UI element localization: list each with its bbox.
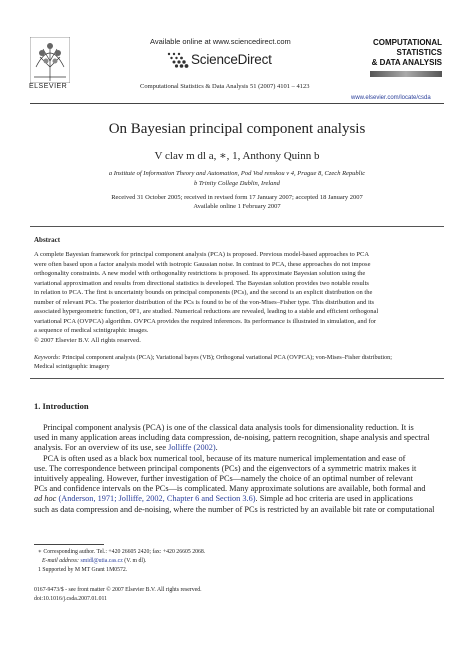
sciencedirect-wordmark: ScienceDirect: [191, 52, 272, 67]
journal-name-line: STATISTICS: [396, 48, 442, 57]
intro-line: used in many application areas including data compression, de-noising, pattern recognition, shape analysis and spectral: [34, 433, 430, 443]
sciencedirect-logo-icon: [165, 50, 191, 72]
elsevier-tree-logo: [30, 37, 70, 83]
abstract-divider-bottom: [30, 378, 444, 379]
affiliation: b Trinity College Dublin, Ireland: [194, 180, 280, 187]
intro-line: intuitively appealing. However, further investigation of PCs—namely the choice of an optimal number of relevant: [34, 474, 413, 484]
email-note: [42, 558, 146, 564]
doi-line[interactable]: doi:10.1016/j.csda.2007.01.011: [34, 596, 108, 602]
intro-line-text: analysis. For an overview of its use, see: [34, 443, 169, 453]
intro-line: Principal component analysis (PCA) is one of the classical data analysis tools for dimensionality reduction. It is: [43, 423, 414, 432]
abstract-text: [34, 250, 442, 345]
footnote-divider: [34, 544, 104, 545]
intro-line: analysis. For an overview of its use, see Jolliffe (2002).: [34, 443, 218, 453]
abstract-line: a sequence of medical scintigraphic images.: [34, 327, 149, 334]
abstract-line: number of relevant PCs. The posterior distribution of the PCs is found to be of the von-Mises–Fisher type. This distribution and its: [34, 298, 375, 306]
header-divider: [30, 103, 444, 104]
abstract-line: A complete Bayesian framework for principal component analysis (PCA) is proposed. Previous model-based approaches to PCA: [34, 251, 370, 258]
copyright-line: © 2007 Elsevier B.V. All rights reserved.: [34, 336, 141, 344]
available-online-date: Available online 1 February 2007: [193, 203, 281, 210]
paper-title: On Bayesian principal component analysis: [108, 121, 366, 137]
email-owner: (V. m dl).: [124, 558, 147, 564]
abstract-divider-top: [30, 226, 444, 227]
abstract-line: in relation to PCA. The first is uncertainty bounds on principal components (PCs), and the second is an explicit distribution on the: [34, 289, 373, 296]
author-list: V clav m dl a, ∗, 1, Anthony Quinn b: [154, 150, 320, 162]
publisher-name: ELSEVIER: [29, 83, 68, 90]
journal-cover-logo: [370, 36, 442, 84]
citation-link[interactable]: (Anderson, 1971; Jolliffe, 2002, Chapter 6 and Section 3.6): [58, 494, 256, 504]
citation-link[interactable]: Jolliffe (2002): [168, 443, 216, 453]
intro-line-text: . Simple ad hoc criteria are used in applications: [255, 494, 413, 504]
intro-line: use. The correspondence between principal components (PCs) and the eigenvectors of a symmetric matrix makes it: [34, 463, 417, 473]
section-heading: 1. Introduction: [34, 401, 89, 411]
email-link[interactable]: smidl@utia.cas.cz: [80, 558, 123, 564]
abstract-line: orthogonality constraints. A new model with orthogonality restrictions is proposed. Its approximate Bayesian solution using the: [34, 270, 366, 277]
journal-name-line: COMPUTATIONAL: [372, 38, 442, 47]
intro-line: PCA is often used as a black box numerical tool, because of its mature numerical implementation and ease of: [43, 453, 406, 463]
journal-cover-bar: [370, 71, 442, 77]
available-online-text[interactable]: Available online at www.sciencedirect.com: [150, 37, 291, 46]
keywords-list-cont: Medical scintigraphic imagery: [34, 363, 110, 370]
journal-citation: Computational Statistics & Data Analysis 51 (2007) 4101 – 4123: [140, 83, 310, 90]
corresponding-author-note: ∗ Corresponding author. Tel.: +420 26605 2420; fax: +420 26605 2068.: [38, 549, 206, 555]
grant-note: 1 Supported by M MT Grant 1M0572.: [38, 567, 128, 573]
intro-line-text: ad hoc: [34, 494, 59, 504]
abstract-heading: Abstract: [34, 236, 61, 244]
journal-url-link[interactable]: www.elsevier.com/locate/csda: [351, 95, 431, 101]
intro-line: PCs and confidence intervals on the PCs—is complicated. Many approximate solutions are available, both formal and: [34, 484, 426, 494]
keywords: [34, 353, 442, 371]
email-label: E-mail address:: [42, 558, 79, 564]
intro-line: [34, 494, 446, 504]
keywords-list: Principal component analysis (PCA); Variational bayes (VB); Orthogonal variational PCA (OVPCA); von-Mises–Fisher distribution;: [60, 354, 392, 361]
received-dates: Received 31 October 2005; received in revised form 17 January 2007; accepted 18 January 2007: [111, 194, 363, 201]
affiliation: a Institute of Information Theory and Automation, Pod Vod renskou v 4, Prague 8, Czech Republic: [108, 170, 366, 177]
journal-name-line: & DATA ANALYSIS: [371, 58, 442, 67]
issn-line: 0167-9473/$ - see front matter © 2007 Elsevier B.V. All rights reserved.: [34, 587, 202, 593]
abstract-line: variational approximation and results from directional statistics is developed. The Bayesian solution provides two notable results: [34, 279, 369, 287]
abstract-line: associated hypergeometric function, 0F1, are studied. Numerical reductions are revealed, leading to a stable and efficient orthogonal: [34, 308, 379, 315]
intro-text: [34, 423, 446, 515]
intro-line: such as data compression and de-noising, where the number of PCs is restricted by an available bit rate or computational: [34, 504, 435, 514]
keywords-label: Keywords:: [34, 354, 61, 361]
abstract-line: were often based upon a factor analysis model with isotropic Gaussian noise. In contrast to PCA, these approaches do not impose: [34, 260, 371, 268]
abstract-line: variational PCA (OVPCA) algorithm. OVPCA provides the required inferences. Its performance is illustrated in simulation, and for: [34, 317, 377, 325]
